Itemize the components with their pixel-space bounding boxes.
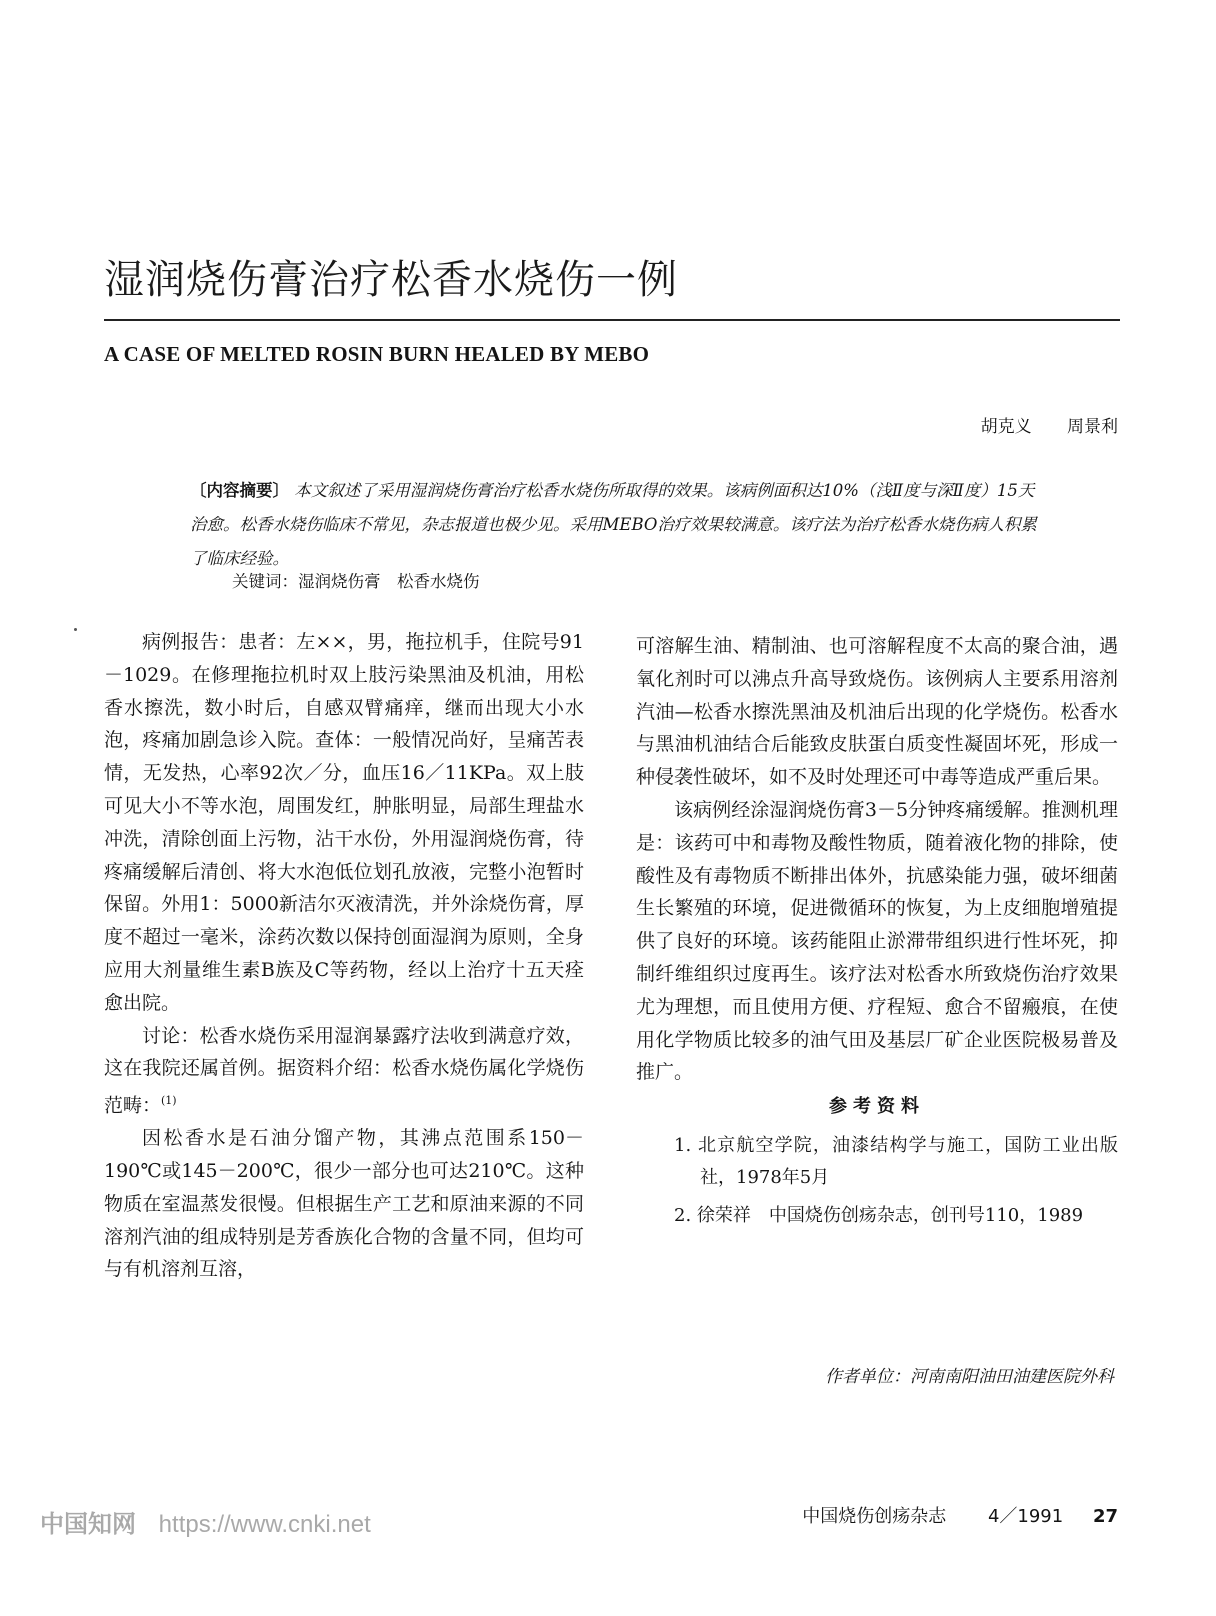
abstract-text: 本文叙述了采用湿润烧伤膏治疗松香水烧伤所取得的效果。该病例面积达10%（浅Ⅱ度与深Ⅱ度）15天治愈。松香水烧伤临床不常见，杂志报道也极少见。采用MEBO治疗效果较满意。该疗法为治疗松香水烧伤病人积累了临床经验。 [190, 481, 1037, 568]
author-affiliation: 作者单位：河南南阳油田油建医院外科 [825, 1367, 1114, 1387]
article-title-chinese: 湿润烧伤膏治疗松香水烧伤一例 [104, 257, 678, 303]
abstract [190, 474, 1050, 576]
body-column-right [636, 630, 1118, 1232]
mechanism-paragraph-start: 因松香水是石油分馏产物，其沸点范围系150－190℃或145－200℃，很少一部分也可达210℃。这种物质在室温蒸发很慢。但根据生产工艺和原油来源的不同溶剂汽油的组成特别是芳香族化合物的含量不同，但均可与有机溶剂互溶， [104, 1127, 584, 1281]
case-report-paragraph: 病例报告：患者：左××，男，拖拉机手，住院号91－1029。在修理拖拉机时双上肢污染黑油及机油，用松香水擦洗，数小时后，自感双臂痛痒，继而出现大小水泡，疼痛加剧急诊入院。查体：一般情况尚好，呈痛苦表情，无发热，心率92次／分，血压16／11KPa。双上肢可见大小不等水泡，周围发红，肿胀明显，局部生理盐水冲洗，清除创面上污物，沾干水份，外用湿润烧伤膏，待疼痛缓解后清创、将大水泡低位划孔放液，完整小泡暂时保留。外用1：5000新洁尔灭液清洗，并外涂烧伤膏，厚度不超过一毫米，涂药次数以保持创面湿润为原则，全身应用大剂量维生素B族及C等药物，经以上治疗十五天痊愈出院。 [104, 631, 584, 1014]
title-rule [104, 319, 1120, 321]
page-footer [766, 1502, 1118, 1528]
authors [981, 412, 1118, 437]
journal-name: 中国烧伤创疡杂志 [802, 1506, 947, 1527]
margin-speck [74, 628, 77, 631]
abstract-label: 〔内容摘要〕 [190, 481, 289, 500]
author-1: 胡克义 [980, 417, 1032, 437]
discussion-text: 讨论：松香水烧伤采用湿润暴露疗法收到满意疗效，这在我院还属首例。据资料介绍：松香水烧伤属化学烧伤范畴： [104, 1024, 584, 1117]
keywords: 关键词：湿润烧伤膏 松香水烧伤 [232, 572, 480, 591]
issue-number: 4／1991 [987, 1506, 1064, 1527]
reference-item: 1. 北京航空学院，油漆结构学与施工，国防工业出版社，1978年5月 [674, 1134, 1118, 1188]
references-heading: 参考资料 [829, 1096, 925, 1118]
mechanism-paragraph-continued: 可溶解生油、精制油、也可溶解程度不太高的聚合油，遇氧化剂时可以沸点升高导致烧伤。该例病人主要系用溶剂汽油—松香水擦洗黑油及机油后出现的化学烧伤。松香水与黑油机油结合后能致皮肤蛋白质变性凝固坏死，形成一种侵袭性破坏，如不及时处理还可中毒等造成严重后果。 [636, 635, 1118, 789]
citation-marker: (1) [161, 1094, 177, 1108]
body-column-left [104, 626, 584, 1286]
discussion-paragraph [104, 1020, 584, 1123]
watermark-brand: 中国知网 [40, 1511, 136, 1538]
watermark-url: https://www.cnki.net [158, 1511, 371, 1538]
reference-item: 2. 徐荣祥 中国烧伤创疡杂志，创刊号110，1989 [674, 1204, 1084, 1226]
cnki-watermark [40, 1504, 371, 1539]
page-number: 27 [1092, 1506, 1118, 1527]
author-2: 周景利 [1067, 417, 1118, 437]
treatment-effect-paragraph: 该病例经涂湿润烧伤膏3－5分钟疼痛缓解。推测机理是：该药可中和毒物及酸性物质，随着液化物的排除，使酸性及有毒物质不断排出体外，抗感染能力强，破坏细菌生长繁殖的环境，促进微循环的恢复，为上皮细胞增殖提供了良好的环境。该药能阻止淤滞带组织进行性坏死，抑制纤维组织过度再生。该疗法对松香水所致烧伤治疗效果尤为理想，而且使用方便、疗程短、愈合不留瘢痕，在使用化学物质比较多的油气田及基层厂矿企业医院极易普及推广。 [636, 798, 1118, 1084]
article-title-english: A CASE OF MELTED ROSIN BURN HEALED BY MEBO [104, 342, 650, 366]
